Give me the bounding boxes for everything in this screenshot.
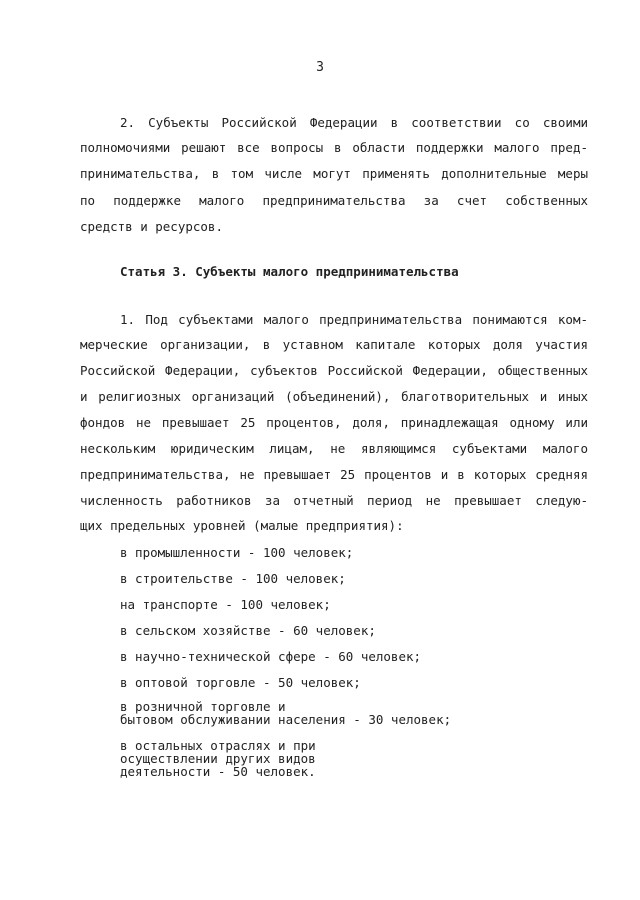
paragraph-line: и религиозных организаций (объединений), благотворительных и иных bbox=[80, 389, 588, 404]
paragraph-line: фондов не превышает 25 процентов, доля, принадлежащая одному или bbox=[80, 415, 588, 430]
paragraph-line: 1. Под субъектами малого предпринимательства понимаются ком- bbox=[120, 312, 588, 327]
article-heading: Статья 3. Субъекты малого предпринимательства bbox=[120, 264, 459, 279]
list-item-line: бытовом обслуживании населения - 30 человек; bbox=[120, 712, 452, 727]
list-item: в сельском хозяйстве - 60 человек; bbox=[120, 623, 376, 638]
paragraph-line: Российской Федерации, субъектов Российской Федерации, общественных bbox=[80, 363, 588, 378]
paragraph-line: предпринимательства, не превышает 25 процентов и в которых средняя bbox=[80, 467, 588, 482]
paragraph-line: полномочиями решают все вопросы в области поддержки малого пред- bbox=[80, 140, 588, 155]
paragraph-line: принимательства, в том числе могут применять дополнительные меры bbox=[80, 166, 588, 181]
page-number: 3 bbox=[316, 60, 324, 75]
paragraph-line: щих предельных уровней (малые предприятия): bbox=[80, 518, 404, 533]
list-item: в научно-технической сфере - 60 человек; bbox=[120, 649, 422, 664]
paragraph-line: 2. Субъекты Российской Федерации в соответствии со своими bbox=[120, 115, 588, 130]
list-item-line: осуществлении других видов bbox=[120, 751, 316, 766]
list-item: в промышленности - 100 человек; bbox=[120, 545, 354, 560]
paragraph-line: по поддержке малого предпринимательства за счет собственных bbox=[80, 193, 588, 208]
list-item-line: в остальных отраслях и при bbox=[120, 738, 316, 753]
list-item-line: деятельности - 50 человек. bbox=[120, 764, 316, 779]
list-item: в оптовой торговле - 50 человек; bbox=[120, 675, 361, 690]
list-item: в строительстве - 100 человек; bbox=[120, 571, 346, 586]
paragraph-line: нескольким юридическим лицам, не являющимся субъектами малого bbox=[80, 441, 588, 456]
list-item-line: в розничной торговле и bbox=[120, 699, 286, 714]
list-item: на транспорте - 100 человек; bbox=[120, 597, 331, 612]
paragraph-line: мерческие организации, в уставном капитале которых доля участия bbox=[80, 337, 588, 352]
paragraph-line: численность работников за отчетный период не превышает следую- bbox=[80, 493, 588, 508]
paragraph-line: средств и ресурсов. bbox=[80, 219, 223, 234]
